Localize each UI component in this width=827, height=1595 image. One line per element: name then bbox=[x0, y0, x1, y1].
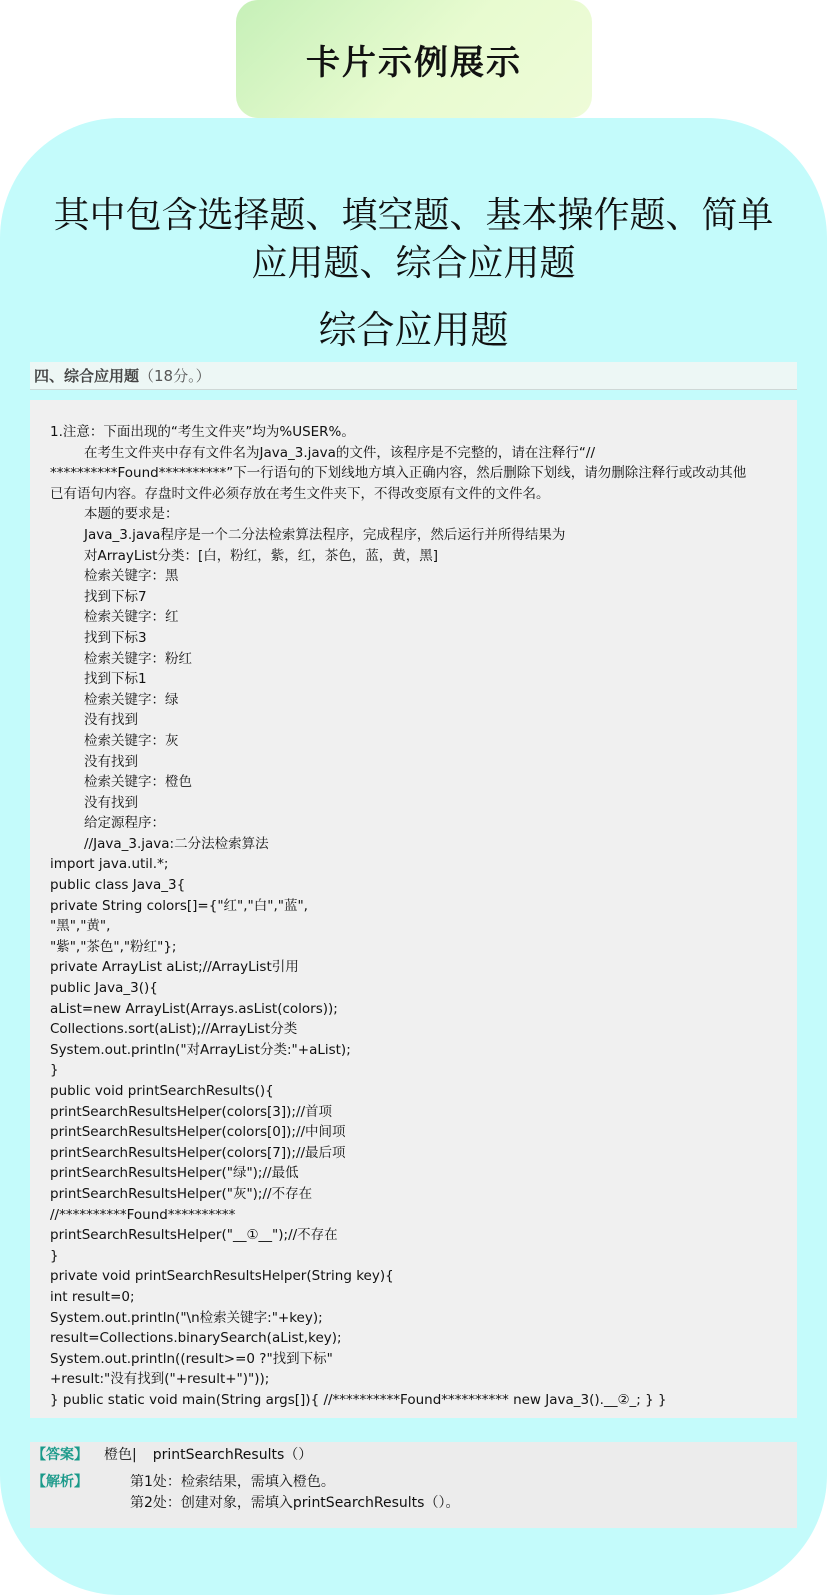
doc-line: import java.util.*; bbox=[50, 856, 169, 873]
doc-line: Collections.sort(aList);//ArrayList分类 bbox=[50, 1021, 298, 1038]
doc-line: 检索关键字：绿 bbox=[84, 691, 179, 708]
doc-line: System.out.println((result>=0 ?"找到下标" bbox=[50, 1350, 333, 1367]
answer-value-1: 橙色| bbox=[104, 1447, 137, 1463]
doc-line: System.out.println("\n检索关键字:"+key); bbox=[50, 1309, 323, 1326]
doc-line: 本题的要求是： bbox=[84, 506, 179, 523]
doc-line: 1.注意：下面出现的“考生文件夹”均为%USER%。 bbox=[50, 424, 355, 440]
page-title: 卡片示例展示 bbox=[306, 42, 522, 83]
doc-line: printSearchResultsHelper("__①__");//不存在 bbox=[50, 1227, 338, 1244]
doc-line: 找到下标3 bbox=[84, 629, 147, 646]
doc-line: 检索关键字：粉红 bbox=[84, 650, 192, 667]
doc-line: printSearchResultsHelper(colors[7]);//最后项 bbox=[50, 1144, 346, 1161]
doc-line: 检索关键字：灰 bbox=[84, 732, 179, 749]
doc-line: 检索关键字：橙色 bbox=[84, 774, 192, 791]
analysis-lines bbox=[130, 1472, 459, 1514]
doc-line: System.out.println("对ArrayList分类:"+aList); bbox=[50, 1041, 351, 1058]
doc-line: 没有找到 bbox=[84, 712, 138, 729]
doc-line: +result:"没有找到("+result+")")); bbox=[50, 1371, 270, 1388]
answer-box bbox=[30, 1442, 797, 1528]
doc-line: 检索关键字：黑 bbox=[84, 568, 179, 585]
title-tab bbox=[236, 0, 592, 118]
doc-line: 找到下标7 bbox=[84, 588, 147, 605]
doc-line: int result=0; bbox=[50, 1288, 135, 1305]
doc-line: //Java_3.java:二分法检索算法 bbox=[84, 835, 269, 852]
doc-line: 给定源程序： bbox=[84, 815, 165, 832]
headline-line-1: 其中包含选择题、填空题、基本操作题、简单 bbox=[53, 195, 774, 236]
doc-line: 已有语句内容。存盘时文件必须存放在考生文件夹下，不得改变原有文件的文件名。 bbox=[50, 485, 550, 502]
doc-line: 找到下标1 bbox=[84, 671, 147, 688]
doc-line: //**********Found********** bbox=[50, 1206, 236, 1223]
doc-line: } bbox=[50, 1247, 59, 1264]
answer-row bbox=[32, 1444, 312, 1466]
doc-line: } bbox=[50, 1062, 59, 1079]
doc-line: 在考生文件夹中存有文件名为Java_3.java的文件，该程序是不完整的，请在注释行“// bbox=[84, 444, 596, 461]
doc-line: aList=new ArrayList(Arrays.asList(colors)); bbox=[50, 1000, 338, 1017]
doc-line: 没有找到 bbox=[84, 753, 138, 770]
doc-line: "黑","黄", bbox=[50, 918, 111, 935]
analysis-row bbox=[32, 1472, 88, 1493]
analysis-tag: 【解析】 bbox=[32, 1474, 88, 1490]
subheading: 综合应用题 bbox=[318, 308, 509, 352]
doc-line: printSearchResultsHelper(colors[3]);//首项 bbox=[50, 1103, 333, 1120]
doc-line: private String colors[]={"红","白","蓝", bbox=[50, 897, 308, 914]
doc-line: "紫","茶色","粉红"}; bbox=[50, 938, 177, 955]
doc-line: result=Collections.binarySearch(aList,key); bbox=[50, 1330, 342, 1347]
answer-tag: 【答案】 bbox=[32, 1447, 88, 1463]
headline bbox=[20, 192, 807, 288]
section-points: （18分。） bbox=[139, 367, 211, 385]
question-document bbox=[30, 400, 797, 1418]
doc-line: printSearchResultsHelper(colors[0]);//中间项 bbox=[50, 1124, 346, 1141]
doc-line: printSearchResultsHelper("灰");//不存在 bbox=[50, 1185, 313, 1202]
analysis-line-2: 第2处：创建对象，需填入printSearchResults（）。 bbox=[130, 1495, 460, 1511]
doc-line: 没有找到 bbox=[84, 794, 138, 811]
headline-line-2: 应用题、综合应用题 bbox=[251, 243, 576, 284]
answer-value-2: printSearchResults（） bbox=[152, 1447, 313, 1463]
doc-line: public class Java_3{ bbox=[50, 877, 186, 894]
doc-line: private ArrayList aList;//ArrayList引用 bbox=[50, 959, 299, 976]
section-header bbox=[30, 362, 797, 390]
doc-line: 检索关键字：红 bbox=[84, 609, 179, 626]
doc-line: } public static void main(String args[]){ //**********Found********** new Java_3().__②_; } } bbox=[50, 1391, 667, 1408]
doc-line: public void printSearchResults(){ bbox=[50, 1083, 274, 1099]
doc-line: printSearchResultsHelper("绿");//最低 bbox=[50, 1165, 299, 1182]
doc-line: 对ArrayList分类：[白，粉红，紫，红，茶色，蓝，黄，黑] bbox=[84, 547, 438, 564]
section-label: 四、综合应用题 bbox=[34, 367, 140, 385]
doc-line: private void printSearchResultsHelper(String key){ bbox=[50, 1268, 394, 1285]
analysis-line-1: 第1处：检索结果，需填入橙色。 bbox=[130, 1474, 335, 1490]
doc-line: public Java_3(){ bbox=[50, 980, 158, 997]
doc-line: Java_3.java程序是一个二分法检索算法程序，完成程序，然后运行并所得结果为 bbox=[84, 526, 566, 543]
doc-line: **********Found**********”下一行语句的下划线地方填入正确内容，然后删除下划线，请勿删除注释行或改动其他 bbox=[50, 465, 747, 482]
